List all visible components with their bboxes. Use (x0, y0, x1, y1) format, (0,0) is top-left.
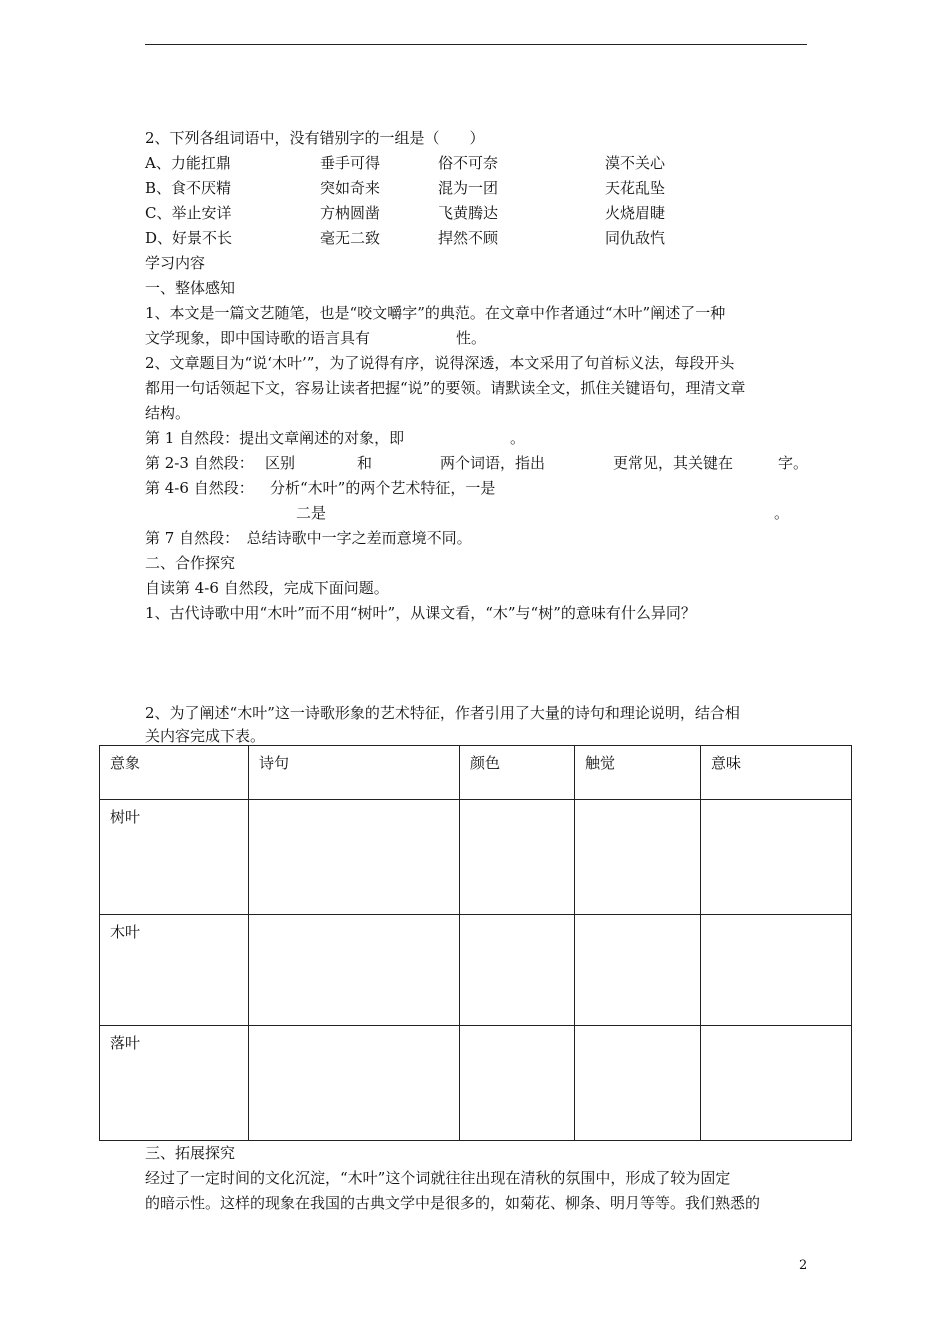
section-1-heading: 一、整体感知 (145, 279, 236, 297)
option-b-word3: 混为一团 (438, 179, 499, 197)
table-row (100, 800, 852, 915)
para-2-line-3: 结构。 (145, 404, 191, 422)
para-2-line-2: 都用一句话领起下文，容易让读者把握“说”的要领。请默读全文，抓住关键语句，理清文章 (145, 379, 746, 397)
option-a-word4: 漠不关心 (605, 154, 666, 172)
structure-para-2-3-common: 更常见，其关键在 (613, 454, 734, 472)
structure-para-4-6-first: 分析“木叶”的两个艺术特征，一是 (270, 479, 496, 497)
table-cell[interactable] (701, 800, 852, 915)
header-verse: 诗句 (249, 746, 460, 800)
option-b-word2: 突如奇来 (320, 179, 381, 197)
header-rule (145, 44, 807, 45)
header-meaning: 意味 (701, 746, 852, 800)
structure-para-2-3-point: 两个词语，指出 (440, 454, 546, 472)
option-a-word2: 垂手可得 (320, 154, 381, 172)
option-a-label: A、力能扛鼎 (145, 154, 231, 172)
question-2-stem: 2、下列各组词语中，没有错别字的一组是（ ） (145, 129, 485, 147)
option-a-word3: 俗不可奈 (438, 154, 499, 172)
structure-para-4-6-end: 。 (774, 504, 790, 522)
option-b-label: B、食不厌精 (145, 179, 232, 197)
structure-para-4-6-second: 二是 (296, 504, 327, 522)
section-3-line-1: 经过了一定时间的文化沉淀，“木叶”这个词就往往出现在清秋的氛围中，形成了较为固定 (145, 1169, 731, 1187)
row-label-luoye: 落叶 (100, 1026, 249, 1141)
table-cell[interactable] (701, 915, 852, 1026)
section-2-question-2-line-1: 2、为了阐述“木叶”这一诗歌形象的艺术特征，作者引用了大量的诗句和理论说明，结合相 (145, 704, 740, 722)
table-row (100, 915, 852, 1026)
structure-para-1-end: 。 (510, 429, 526, 447)
header-imagery: 意象 (100, 746, 249, 800)
header-color: 颜色 (460, 746, 575, 800)
table-cell[interactable] (575, 915, 701, 1026)
row-label-muye: 木叶 (100, 915, 249, 1026)
option-c-label: C、举止安详 (145, 204, 232, 222)
table-cell[interactable] (460, 1026, 575, 1141)
option-b-word4: 天花乱坠 (605, 179, 666, 197)
table-row (100, 1026, 852, 1141)
section-3-heading: 三、拓展探究 (145, 1144, 236, 1162)
section-2-heading: 二、合作探究 (145, 554, 236, 572)
table-cell[interactable] (460, 915, 575, 1026)
structure-para-4-6: 第 4-6 自然段： (145, 479, 254, 497)
para-2-line-1: 2、文章题目为“说‘木叶’”，为了说得有序，说得深透，本文采用了句首标义法，每段开头 (145, 354, 735, 372)
imagery-table (99, 745, 852, 1141)
table-cell[interactable] (701, 1026, 852, 1141)
structure-para-2-3-distinguish: 区别 (265, 454, 296, 472)
para-1-line-1: 1、本文是一篇文艺随笔，也是“咬文嚼字”的典范。在文章中作者通过“木叶”阐述了一种 (145, 304, 726, 322)
structure-para-1: 第 1 自然段：提出文章阐述的对象，即 (145, 429, 405, 447)
structure-para-2-3-and: 和 (357, 454, 373, 472)
row-label-shuye: 树叶 (100, 800, 249, 915)
page-number: 2 (799, 1258, 808, 1273)
table-header-row (100, 746, 852, 800)
option-c-word3: 飞黄腾达 (438, 204, 499, 222)
option-d-word4: 同仇敌忾 (605, 229, 666, 247)
option-c-word4: 火烧眉睫 (605, 204, 666, 222)
table-cell[interactable] (575, 1026, 701, 1141)
option-d-word2: 毫无二致 (320, 229, 381, 247)
para-1-line-2b: 性。 (456, 329, 487, 347)
table-cell[interactable] (575, 800, 701, 915)
section-2-question-1: 1、古代诗歌中用“木叶”而不用“树叶”，从课文看，“木”与“树”的意味有什么异同？ (145, 604, 696, 622)
table-cell[interactable] (249, 1026, 460, 1141)
header-touch: 触觉 (575, 746, 701, 800)
table-cell[interactable] (460, 800, 575, 915)
option-d-label: D、好景不长 (145, 229, 233, 247)
section-2-intro: 自读第 4-6 自然段，完成下面问题。 (145, 579, 389, 597)
structure-para-2-3-char: 字。 (778, 454, 809, 472)
table-cell[interactable] (249, 800, 460, 915)
structure-para-7: 第 7 自然段： 总结诗歌中一字之差而意境不同。 (145, 529, 472, 547)
structure-para-2-3: 第 2-3 自然段： (145, 454, 254, 472)
section-3-line-2: 的暗示性。这样的现象在我国的古典文学中是很多的，如菊花、柳条、明月等等。我们熟悉的 (145, 1194, 761, 1212)
para-1-line-2a: 文学现象，即中国诗歌的语言具有 (145, 329, 371, 347)
table-cell[interactable] (249, 915, 460, 1026)
section-2-question-2-line-2: 关内容完成下表。 (145, 727, 266, 745)
option-d-word3: 捍然不顾 (438, 229, 499, 247)
option-c-word2: 方枘圆凿 (320, 204, 381, 222)
study-heading: 学习内容 (145, 254, 206, 272)
